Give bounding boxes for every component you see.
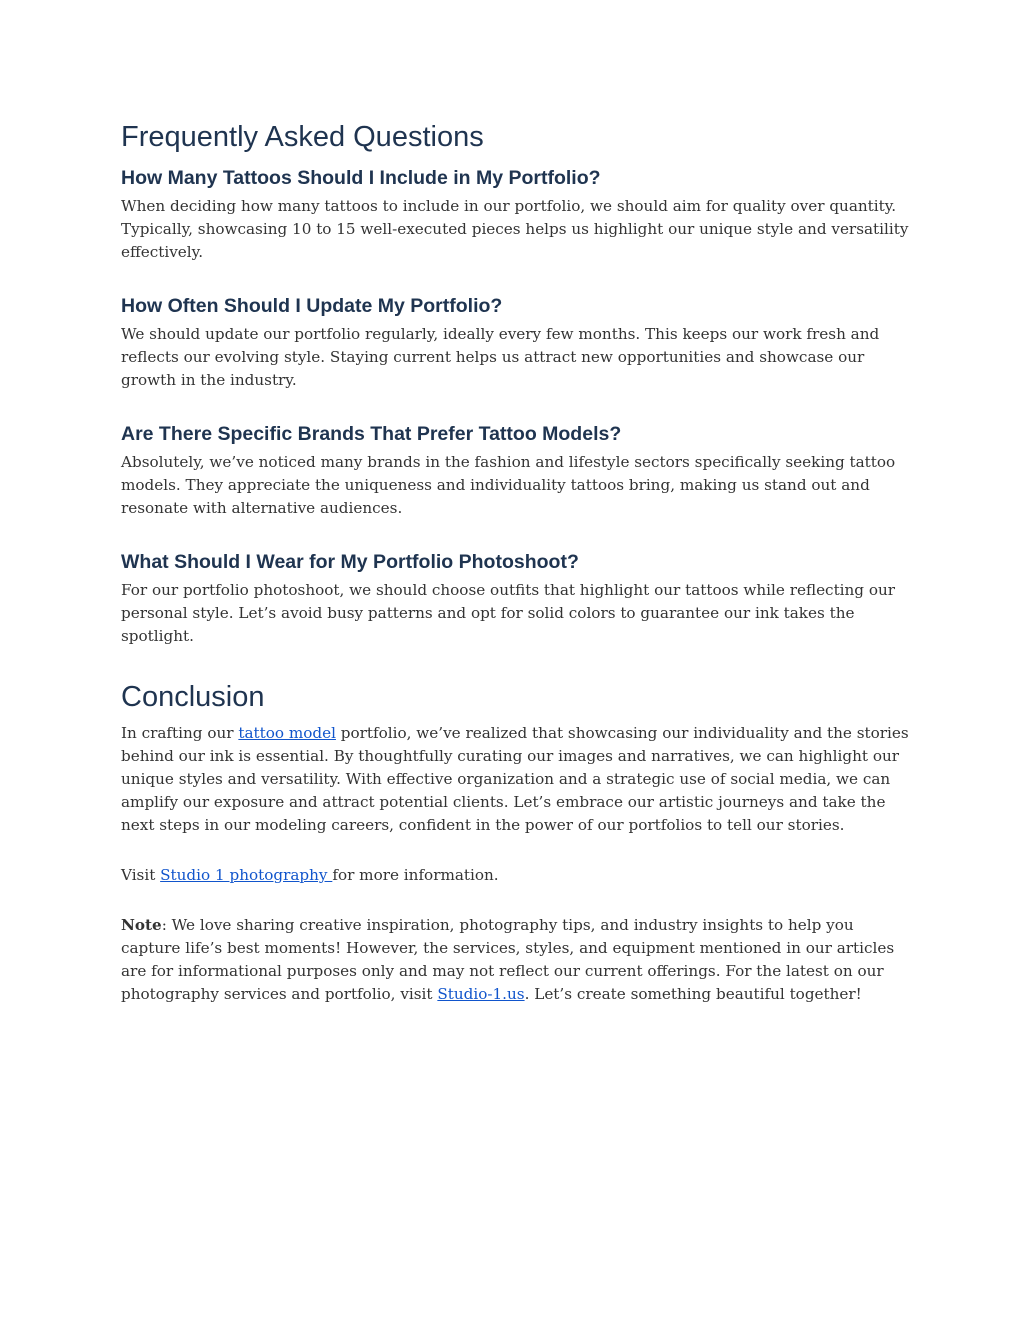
note-text-before-link: : We love sharing creative inspiration, photography tips, and industry insights to help you capture life’s best moments! However, the services, styles, and equipment mentioned in our articles are for informational purposes only and may not reflect our current offerings. For the latest on our photography services and portfolio, visit xyxy=(121,916,895,1003)
conclusion-text-before-link: In crafting our xyxy=(121,724,239,742)
faq-answer: We should update our portfolio regularly, ideally every few months. This keeps our work fresh and reflects our evolving style. Staying current helps us attract new opportunities and showcase our growth in the industry. xyxy=(121,325,880,389)
visit-text-before-link: Visit xyxy=(121,866,161,884)
conclusion-heading: Conclusion xyxy=(121,681,265,713)
faq-answer: For our portfolio photoshoot, we should choose outfits that highlight our tattoos while reflecting our personal style. Let’s avoid busy patterns and opt for solid colors to guarantee our ink takes the spotlight. xyxy=(121,581,896,645)
visit-text-after-link: for more information. xyxy=(332,866,499,884)
faq-item xyxy=(121,421,911,520)
faq-question: Are There Specific Brands That Prefer Tattoo Models? xyxy=(121,423,622,445)
faq-question: How Often Should I Update My Portfolio? xyxy=(121,295,503,317)
faq-answer: Absolutely, we’ve noticed many brands in the fashion and lifestyle sectors specifically seeking tattoo models. They appreciate the uniqueness and individuality tattoos bring, making us stand out and resonate with alternative audiences. xyxy=(121,453,896,517)
note-label: Note xyxy=(121,916,162,934)
studio-1-photography-link[interactable]: Studio 1 photography xyxy=(160,866,333,884)
tattoo-model-link[interactable]: tattoo model xyxy=(238,724,336,742)
faq-question: What Should I Wear for My Portfolio Photoshoot? xyxy=(121,551,579,573)
faq-answer: When deciding how many tattoos to include in our portfolio, we should aim for quality over quantity. Typically, showcasing 10 to 15 well-executed pieces helps us highlight our unique style and versatility effectively. xyxy=(121,197,909,261)
faq-heading: Frequently Asked Questions xyxy=(121,121,484,153)
conclusion-text-after-link: portfolio, we’ve realized that showcasing our individuality and the stories behind our ink is essential. By thoughtfully curating our images and narratives, we can highlight our unique styles and versatility. With effective organization and a strategic use of social media, we can amplify our exposure and attract potential clients. Let’s embrace our artistic journeys and take the next steps in our modeling careers, confident in the power of our portfolios to tell our stories. xyxy=(121,724,909,834)
conclusion-paragraph xyxy=(121,722,911,837)
faq-question: How Many Tattoos Should I Include in My Portfolio? xyxy=(121,167,601,189)
faq-item xyxy=(121,549,911,648)
note-text-after-link: . Let’s create something beautiful together! xyxy=(524,985,862,1003)
document-page xyxy=(121,118,911,1006)
studio-1-us-link[interactable]: Studio-1.us xyxy=(437,985,525,1003)
note-paragraph xyxy=(121,914,911,1006)
faq-item xyxy=(121,165,911,264)
visit-paragraph xyxy=(121,864,911,887)
faq-item xyxy=(121,293,911,392)
